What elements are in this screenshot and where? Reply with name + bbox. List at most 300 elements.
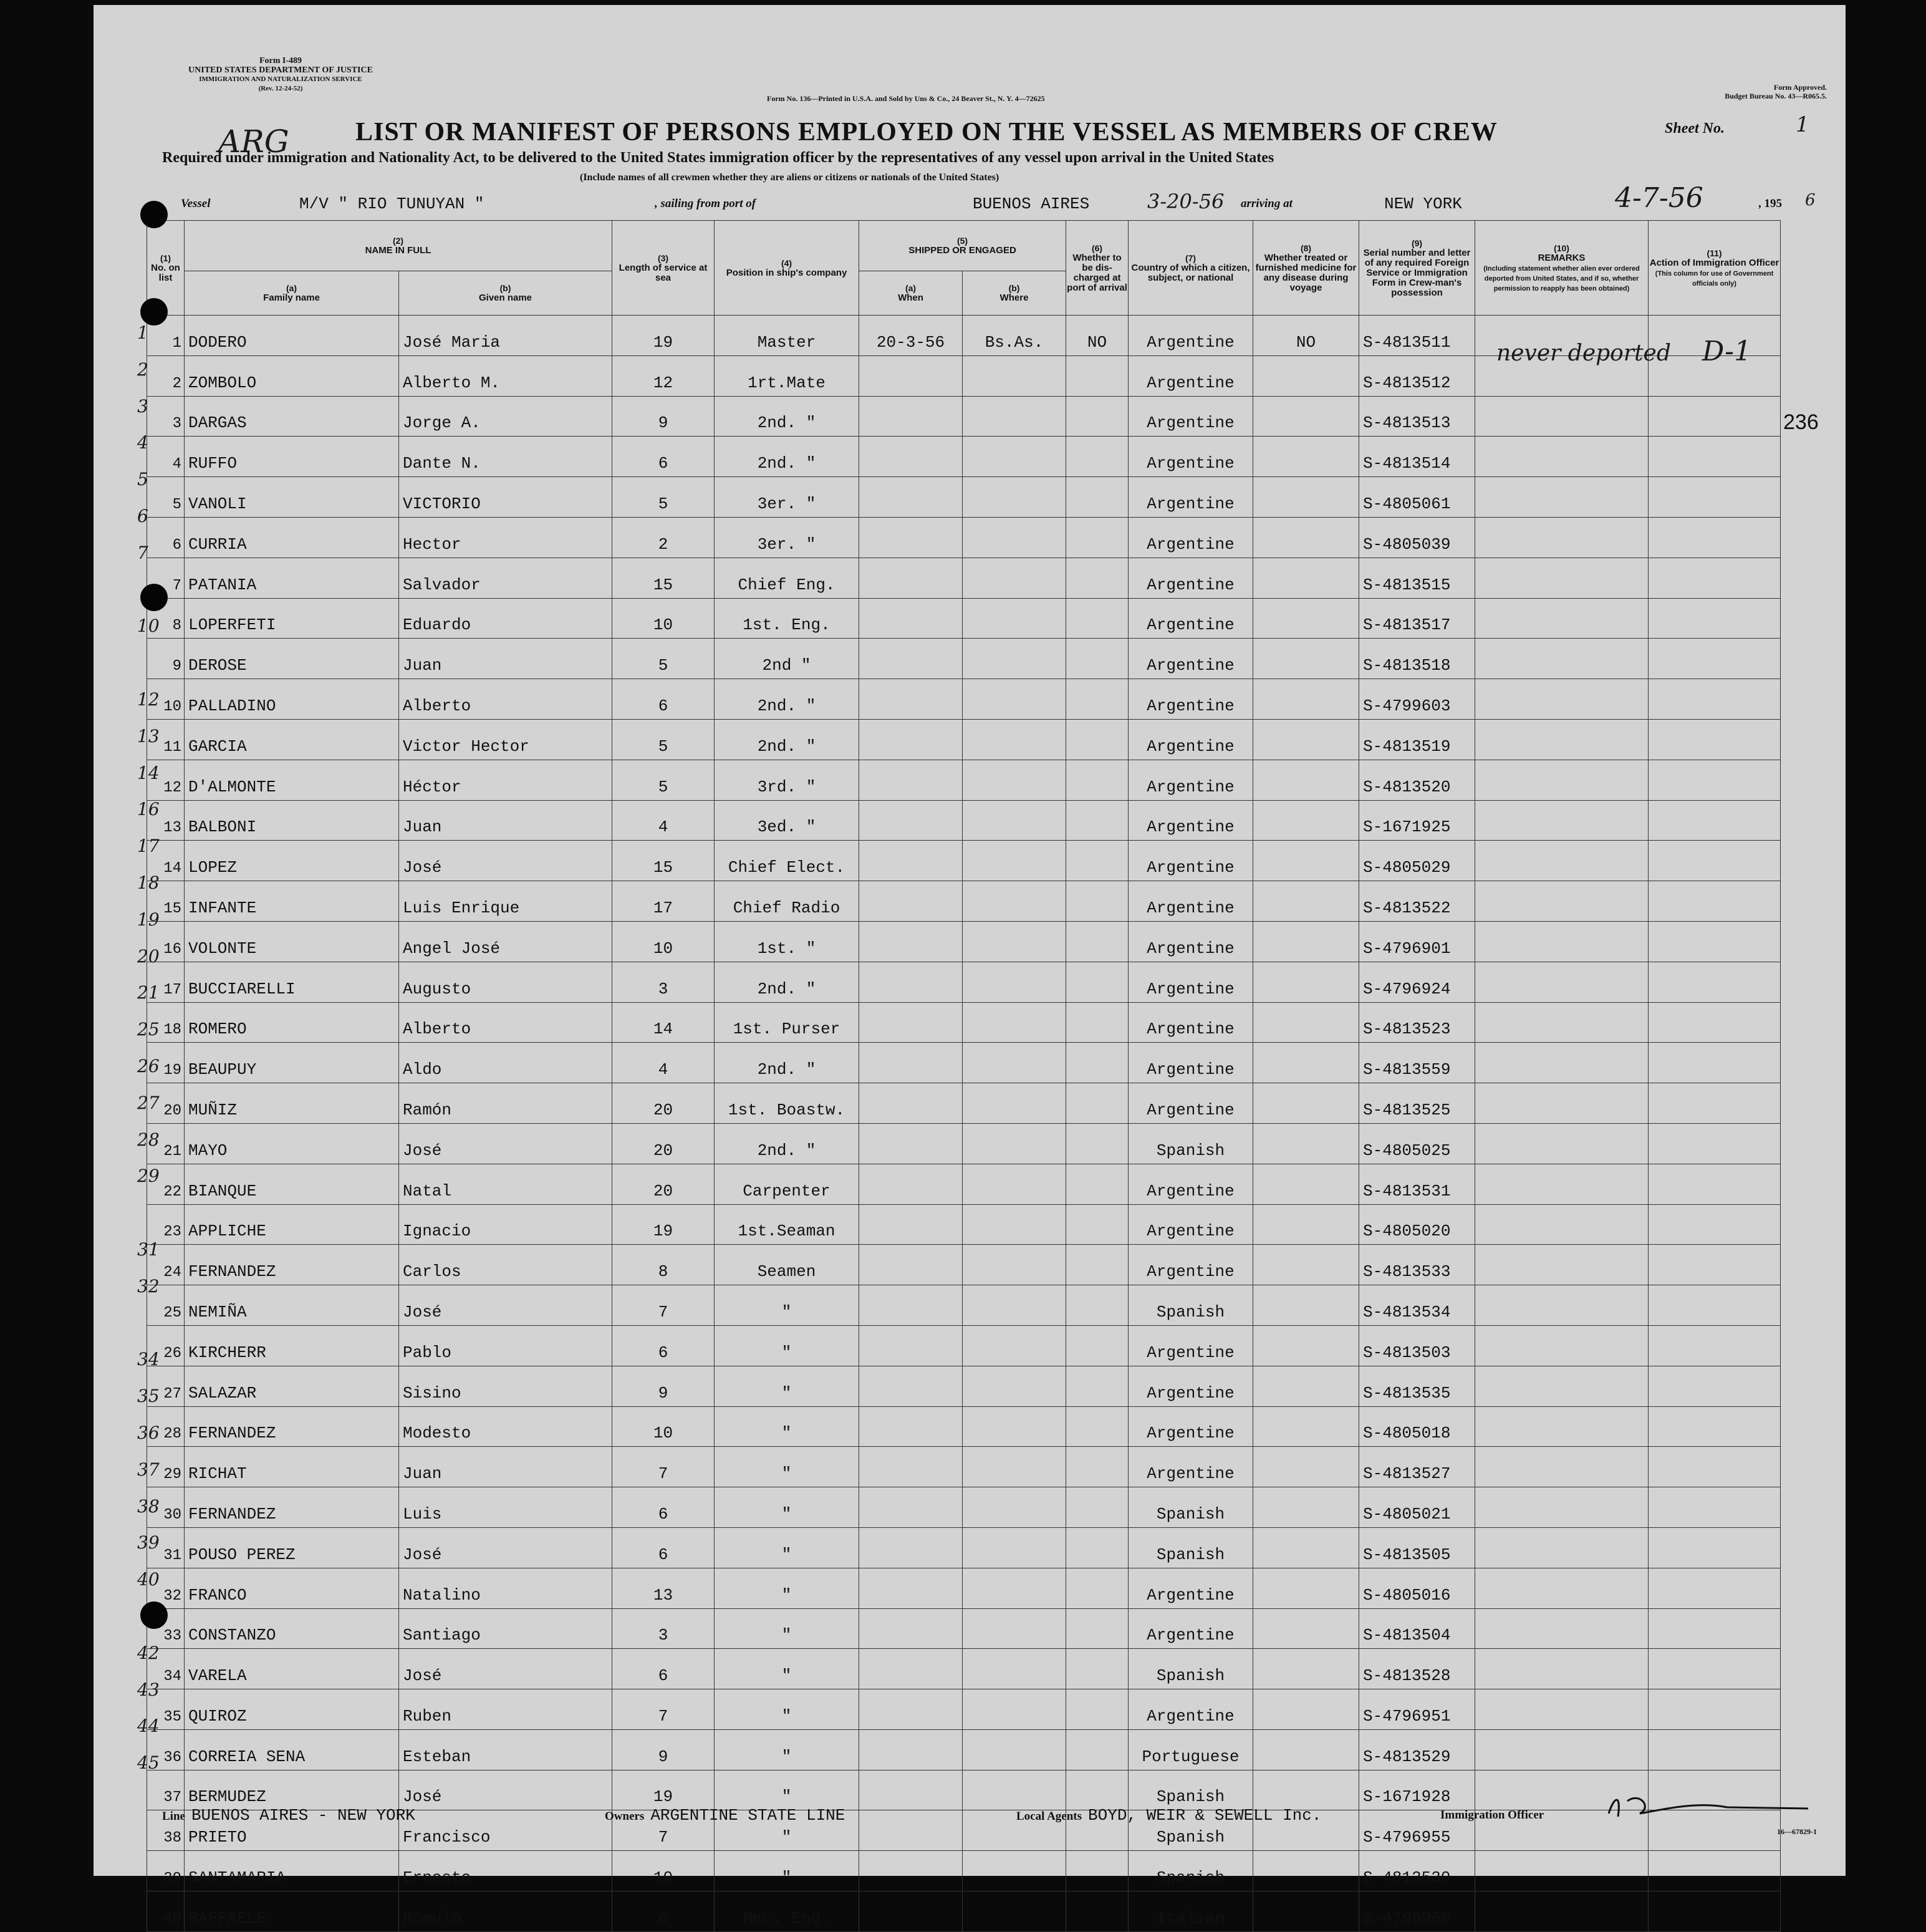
cell-when <box>859 437 963 477</box>
handwritten-seq-number: 5 <box>137 469 148 490</box>
table-row <box>147 1891 1781 1932</box>
handwritten-seq-number: 4 <box>137 432 148 453</box>
cell-serial: S-1671928 <box>1359 1770 1475 1810</box>
cell-action <box>1649 1325 1781 1366</box>
table-row <box>147 598 1781 639</box>
cell-when <box>859 1406 963 1447</box>
cell-when <box>859 598 963 639</box>
handwritten-seq-number: 34 <box>137 1349 160 1370</box>
cell-action <box>1649 1204 1781 1245</box>
cell-given: José <box>399 1123 612 1164</box>
cell-when <box>859 962 963 1002</box>
cell-remarks <box>1475 1649 1649 1689</box>
cell-serial: S-4813525 <box>1359 1083 1475 1124</box>
cell-action <box>1649 1689 1781 1730</box>
cell-discharged <box>1066 921 1129 962</box>
cell-given: Augusto <box>399 962 612 1002</box>
cell-serial: S-4813531 <box>1359 1164 1475 1204</box>
punch-hole <box>140 1601 168 1629</box>
owners-label: Owners <box>605 1810 645 1823</box>
table-row <box>147 921 1781 962</box>
cell-family: ROMERO <box>185 1002 399 1043</box>
cell-where: Bs.As. <box>963 316 1066 356</box>
cell-where <box>963 921 1066 962</box>
cell-treated <box>1253 841 1359 881</box>
cell-discharged <box>1066 639 1129 679</box>
cell-service: 19 <box>612 1770 715 1810</box>
cell-country: Argentine <box>1129 396 1253 437</box>
cell-country: Spanish <box>1129 1527 1253 1568</box>
cell-discharged <box>1066 355 1129 396</box>
form-code: 16—67829-1 <box>1777 1827 1817 1836</box>
cell-country: Argentine <box>1129 517 1253 558</box>
cell-family: SALAZAR <box>185 1366 399 1406</box>
col-action-header: (11) Action of Immigration Officer (This column for use of Government officials only) <box>1649 221 1781 316</box>
cell-family: CORREIA SENA <box>185 1729 399 1770</box>
cell-when <box>859 477 963 518</box>
cell-no: 19 <box>147 1043 185 1083</box>
cell-service: 6 <box>612 1325 715 1366</box>
cell-action <box>1649 1608 1781 1649</box>
form-no-line: Form No. 136—Printed in U.S.A. and Sold by Uns & Co., 24 Beaver St., N. Y. 4—72625 <box>767 94 1045 103</box>
col-no-header: (1) No. on list <box>147 221 185 316</box>
line-value: BUENOS AIRES - NEW YORK <box>191 1806 415 1825</box>
cell-position: Chief Radio <box>715 881 859 922</box>
cell-treated <box>1253 760 1359 800</box>
page-title: LIST OR MANIFEST OF PERSONS EMPLOYED ON THE VESSEL AS MEMBERS OF CREW <box>355 118 1498 147</box>
cell-given: Francisco <box>399 1810 612 1851</box>
cell-treated <box>1253 1689 1359 1730</box>
cell-service: 15 <box>612 841 715 881</box>
handwritten-seq-number: 26 <box>137 1056 160 1076</box>
cell-position: " <box>715 1447 859 1487</box>
handwritten-seq-number: 42 <box>137 1642 160 1663</box>
cell-action <box>1649 1245 1781 1285</box>
table-row <box>147 679 1781 720</box>
cell-treated <box>1253 1123 1359 1164</box>
cell-given: Eduardo <box>399 598 612 639</box>
cell-no: 27 <box>147 1366 185 1406</box>
handwritten-seq-number: 7 <box>137 542 148 563</box>
cell-action <box>1649 1043 1781 1083</box>
cell-service: 4 <box>612 800 715 841</box>
sailing-label: , sailing from port of <box>655 197 756 210</box>
cell-discharged <box>1066 1568 1129 1608</box>
cell-family: ZOMBOLO <box>185 355 399 396</box>
cell-serial: S-4796901 <box>1359 921 1475 962</box>
cell-serial: S-4813504 <box>1359 1608 1475 1649</box>
cell-country: Argentine <box>1129 1325 1253 1366</box>
sheet-number: 1 <box>1796 112 1809 137</box>
table-row <box>147 1245 1781 1285</box>
cell-no: 36 <box>147 1729 185 1770</box>
cell-country: Spanish <box>1129 1487 1253 1528</box>
cell-when <box>859 1689 963 1730</box>
cell-treated <box>1253 1729 1359 1770</box>
table-row <box>147 1366 1781 1406</box>
cell-where <box>963 1245 1066 1285</box>
cell-where <box>963 1689 1066 1730</box>
cell-family: DODERO <box>185 316 399 356</box>
cell-country: Argentine <box>1129 1002 1253 1043</box>
cell-discharged <box>1066 1487 1129 1528</box>
cell-no: 35 <box>147 1689 185 1730</box>
cell-given: Natalino <box>399 1568 612 1608</box>
cell-remarks <box>1475 719 1649 760</box>
cell-family: APPLICHE <box>185 1204 399 1245</box>
sailing-port: BUENOS AIRES <box>973 195 1090 213</box>
cell-serial: S-1671925 <box>1359 800 1475 841</box>
cell-remarks <box>1475 1123 1649 1164</box>
cell-remarks <box>1475 760 1649 800</box>
cell-action <box>1649 1487 1781 1528</box>
cell-where <box>963 1487 1066 1528</box>
cell-country: Spanish <box>1129 1851 1253 1891</box>
cell-action <box>1649 1851 1781 1891</box>
cell-country: Argentine <box>1129 1366 1253 1406</box>
handwritten-seq-number: 12 <box>137 689 160 710</box>
cell-given: Pablo <box>399 1325 612 1366</box>
cell-discharged <box>1066 719 1129 760</box>
cell-where <box>963 1770 1066 1810</box>
cell-given: Luis Enrique <box>399 881 612 922</box>
cell-discharged <box>1066 598 1129 639</box>
cell-service: 6 <box>612 679 715 720</box>
cell-remarks <box>1475 558 1649 598</box>
cell-action <box>1649 1527 1781 1568</box>
cell-position: 1st. Boastw. <box>715 1083 859 1124</box>
table-row <box>147 962 1781 1002</box>
cell-where <box>963 437 1066 477</box>
cell-treated <box>1253 881 1359 922</box>
cell-country: Argentine <box>1129 719 1253 760</box>
cell-service: 15 <box>612 558 715 598</box>
cell-country: Spanish <box>1129 1810 1253 1851</box>
cell-position: " <box>715 1568 859 1608</box>
cell-service: 19 <box>612 1204 715 1245</box>
cell-where <box>963 1123 1066 1164</box>
handwritten-seq-number: 1 <box>137 322 148 343</box>
cell-treated <box>1253 437 1359 477</box>
cell-serial: S-4813530 <box>1359 1851 1475 1891</box>
handwritten-seq-number: 29 <box>137 1166 160 1187</box>
cell-country: Argentine <box>1129 921 1253 962</box>
handwritten-seq-number: 21 <box>137 982 160 1003</box>
cell-position: 2nd. " <box>715 396 859 437</box>
cell-position: 2nd " <box>715 639 859 679</box>
cell-family: MAYO <box>185 1123 399 1164</box>
cell-country: Argentine <box>1129 1083 1253 1124</box>
cell-where <box>963 962 1066 1002</box>
cell-treated <box>1253 1527 1359 1568</box>
col-country-header: (7) Country of which a citizen, subject, or national <box>1129 221 1253 316</box>
cell-discharged <box>1066 1366 1129 1406</box>
include-line: (Include names of all crewmen whether they are aliens or citizens or nationals of the United States) <box>580 172 999 183</box>
cell-no: 1 <box>147 316 185 356</box>
cell-action <box>1649 1447 1781 1487</box>
footer-owners <box>605 1806 845 1825</box>
cell-remarks <box>1475 1608 1649 1649</box>
cell-discharged <box>1066 1851 1129 1891</box>
table-row <box>147 1527 1781 1568</box>
cell-where <box>963 1568 1066 1608</box>
cell-given: Juan <box>399 639 612 679</box>
cell-family: FERNANDEZ <box>185 1245 399 1285</box>
cell-no: 15 <box>147 881 185 922</box>
sheet-label: Sheet No. <box>1665 120 1725 137</box>
cell-where <box>963 1447 1066 1487</box>
cell-given: Jorge A. <box>399 396 612 437</box>
cell-action <box>1649 477 1781 518</box>
cell-country: Argentine <box>1129 316 1253 356</box>
col-serial-header: (9) Serial number and letter of any required Foreign Service or Immigration Form in Crew-man's possession <box>1359 221 1475 316</box>
cell-where <box>963 355 1066 396</box>
cell-remarks <box>1475 1204 1649 1245</box>
cell-country: Spanish <box>1129 1649 1253 1689</box>
cell-serial: S-4813522 <box>1359 881 1475 922</box>
cell-no: 30 <box>147 1487 185 1528</box>
col-remarks-header: (10) REMARKS (Including statement whether alien ever ordered deported from United States, and if so, whether permission to reapply has been obtained) <box>1475 221 1649 316</box>
col-family-header: (a) Family name <box>185 271 399 316</box>
cell-discharged <box>1066 800 1129 841</box>
cell-country: Argentine <box>1129 1608 1253 1649</box>
cell-when <box>859 1810 963 1851</box>
cell-discharged <box>1066 558 1129 598</box>
cell-treated <box>1253 1245 1359 1285</box>
handwritten-seq-number: 20 <box>137 945 160 967</box>
cell-country: Argentine <box>1129 1406 1253 1447</box>
cell-serial: S-4813520 <box>1359 760 1475 800</box>
cell-no: 33 <box>147 1608 185 1649</box>
cell-serial: S-4805021 <box>1359 1487 1475 1528</box>
cell-given: Juan <box>399 800 612 841</box>
cell-service: 20 <box>612 1083 715 1124</box>
cell-given: José <box>399 1285 612 1326</box>
cell-country: Argentine <box>1129 1204 1253 1245</box>
cell-serial: S-4813515 <box>1359 558 1475 598</box>
cell-family: BUCCIARELLI <box>185 962 399 1002</box>
handwritten-seq-number: 13 <box>137 725 160 746</box>
handwritten-seq-number: 25 <box>137 1019 160 1040</box>
cell-when <box>859 1043 963 1083</box>
cell-family: QUIROZ <box>185 1689 399 1730</box>
vessel-line <box>181 182 1833 216</box>
cell-family: LOPERFETI <box>185 598 399 639</box>
cell-country: Argentine <box>1129 881 1253 922</box>
arrival-date: 4-7-56 <box>1615 182 1703 214</box>
agents-value: BOYD, WEIR & SEWELL Inc. <box>1088 1806 1322 1825</box>
cell-serial: S-4813533 <box>1359 1245 1475 1285</box>
cell-given: Aldo <box>399 1043 612 1083</box>
cell-where <box>963 517 1066 558</box>
table-row <box>147 1649 1781 1689</box>
cell-treated <box>1253 558 1359 598</box>
cell-where <box>963 1729 1066 1770</box>
cell-when <box>859 881 963 922</box>
cell-where <box>963 1002 1066 1043</box>
cell-treated <box>1253 1164 1359 1204</box>
table-row <box>147 1123 1781 1164</box>
budget-bureau: Budget Bureau No. 43—R065.5. <box>1725 92 1827 100</box>
cell-no: 25 <box>147 1285 185 1326</box>
table-row <box>147 1406 1781 1447</box>
cell-family: PATANIA <box>185 558 399 598</box>
cell-family: PRIETO <box>185 1810 399 1851</box>
cell-country: Spanish <box>1129 1770 1253 1810</box>
cell-remarks <box>1475 1729 1649 1770</box>
cell-treated <box>1253 396 1359 437</box>
cell-service: 19 <box>612 316 715 356</box>
cell-serial: S-4813518 <box>1359 639 1475 679</box>
sailing-date: 3-20-56 <box>1147 190 1225 213</box>
cell-where <box>963 1851 1066 1891</box>
cell-treated <box>1253 477 1359 518</box>
cell-action <box>1649 1568 1781 1608</box>
cell-position: " <box>715 1770 859 1810</box>
col-service-header: (3) Length of service at sea <box>612 221 715 316</box>
cell-discharged <box>1066 1649 1129 1689</box>
arrival-port: NEW YORK <box>1384 195 1462 213</box>
cell-position: " <box>715 1810 859 1851</box>
cell-serial: S-4805020 <box>1359 1204 1475 1245</box>
cell-country: Portuguese <box>1129 1729 1253 1770</box>
cell-position: 2nd. " <box>715 437 859 477</box>
cell-given: Victor Hector <box>399 719 612 760</box>
punch-hole <box>140 298 168 326</box>
cell-where <box>963 800 1066 841</box>
cell-position: " <box>715 1649 859 1689</box>
form-approval <box>1671 83 1827 100</box>
cell-when <box>859 1608 963 1649</box>
form-approved: Form Approved. <box>1773 83 1827 92</box>
cell-when <box>859 1527 963 1568</box>
cell-serial: S-4813529 <box>1359 1729 1475 1770</box>
cell-family: DEROSE <box>185 639 399 679</box>
cell-discharged <box>1066 1689 1129 1730</box>
cell-when <box>859 1002 963 1043</box>
cell-remarks <box>1475 1851 1649 1891</box>
cell-when <box>859 396 963 437</box>
cell-family: VANOLI <box>185 477 399 518</box>
cell-remarks <box>1475 921 1649 962</box>
handwritten-seq-number: 14 <box>137 762 160 783</box>
cell-family: DARGAS <box>185 396 399 437</box>
cell-when <box>859 1285 963 1326</box>
handwritten-seq-number: 39 <box>137 1532 160 1553</box>
cell-treated <box>1253 1568 1359 1608</box>
cell-when <box>859 1568 963 1608</box>
cell-service: 7 <box>612 1810 715 1851</box>
cell-no: 18 <box>147 1002 185 1043</box>
cell-when <box>859 1649 963 1689</box>
cell-remarks <box>1475 1527 1649 1568</box>
cell-no: 6 <box>147 517 185 558</box>
cell-no: 22 <box>147 1164 185 1204</box>
owners-value: ARGENTINE STATE LINE <box>650 1806 845 1825</box>
cell-when <box>859 1325 963 1366</box>
cell-remarks <box>1475 396 1649 437</box>
cell-treated <box>1253 1649 1359 1689</box>
cell-given: Rómulo <box>399 1891 612 1932</box>
handwritten-seq-number: 2 <box>137 359 148 380</box>
cell-remarks <box>1475 841 1649 881</box>
handwritten-seq-number: 27 <box>137 1092 160 1113</box>
cell-when <box>859 679 963 720</box>
cell-family: FERNANDEZ <box>185 1406 399 1447</box>
cell-serial: S-4813523 <box>1359 1002 1475 1043</box>
cell-action <box>1649 639 1781 679</box>
cell-remarks <box>1475 1447 1649 1487</box>
cell-position: " <box>715 1689 859 1730</box>
cell-action <box>1649 881 1781 922</box>
cell-given: Héctor <box>399 760 612 800</box>
cell-no: 26 <box>147 1325 185 1366</box>
cell-when <box>859 355 963 396</box>
col-shipped-header: (5) SHIPPED OR ENGAGED <box>859 221 1066 271</box>
cell-service: 12 <box>612 355 715 396</box>
footer-line <box>162 1806 415 1825</box>
vessel-name: M/V " RIO TUNUYAN " <box>299 195 484 213</box>
cell-when <box>859 1164 963 1204</box>
cell-when <box>859 1447 963 1487</box>
cell-country: Argentine <box>1129 1568 1253 1608</box>
cell-given: Alberto <box>399 1002 612 1043</box>
table-row <box>147 1689 1781 1730</box>
handwritten-seq-number: 37 <box>137 1459 160 1480</box>
cell-serial: S-4813527 <box>1359 1447 1475 1487</box>
cell-service: 6 <box>612 1649 715 1689</box>
cell-service: 5 <box>612 719 715 760</box>
cell-action <box>1649 1891 1781 1932</box>
cell-family: INFANTE <box>185 881 399 922</box>
cell-remarks <box>1475 800 1649 841</box>
cell-country: Argentine <box>1129 1164 1253 1204</box>
cell-discharged <box>1066 1770 1129 1810</box>
cell-when <box>859 1770 963 1810</box>
cell-treated <box>1253 1406 1359 1447</box>
cell-discharged <box>1066 1608 1129 1649</box>
crew-table <box>147 220 1781 1932</box>
cell-service: 14 <box>612 1002 715 1043</box>
handwritten-seq-number: 43 <box>137 1679 160 1700</box>
cell-treated <box>1253 355 1359 396</box>
col-treated-header: (8) Whether treated or furnished medicine for any disease during voyage <box>1253 221 1359 316</box>
cell-remarks <box>1475 881 1649 922</box>
cell-position: " <box>715 1487 859 1528</box>
cell-when <box>859 1851 963 1891</box>
cell-position: " <box>715 1608 859 1649</box>
cell-country: Argentine <box>1129 639 1253 679</box>
cell-remarks <box>1475 1406 1649 1447</box>
cell-serial: S-4805018 <box>1359 1406 1475 1447</box>
cell-service: 6 <box>612 437 715 477</box>
cell-discharged <box>1066 881 1129 922</box>
cell-where <box>963 841 1066 881</box>
cell-treated <box>1253 921 1359 962</box>
cell-service: 20 <box>612 1164 715 1204</box>
cell-where <box>963 1204 1066 1245</box>
cell-no: 20 <box>147 1083 185 1124</box>
cell-discharged <box>1066 1043 1129 1083</box>
cell-position: " <box>715 1325 859 1366</box>
cell-country: Argentine <box>1129 558 1253 598</box>
cell-service: 13 <box>612 1568 715 1608</box>
cell-service: 6 <box>612 1891 715 1932</box>
vessel-label: Vessel <box>181 197 211 210</box>
cell-treated <box>1253 1891 1359 1932</box>
cell-position: " <box>715 1406 859 1447</box>
cell-no: 7 <box>147 558 185 598</box>
